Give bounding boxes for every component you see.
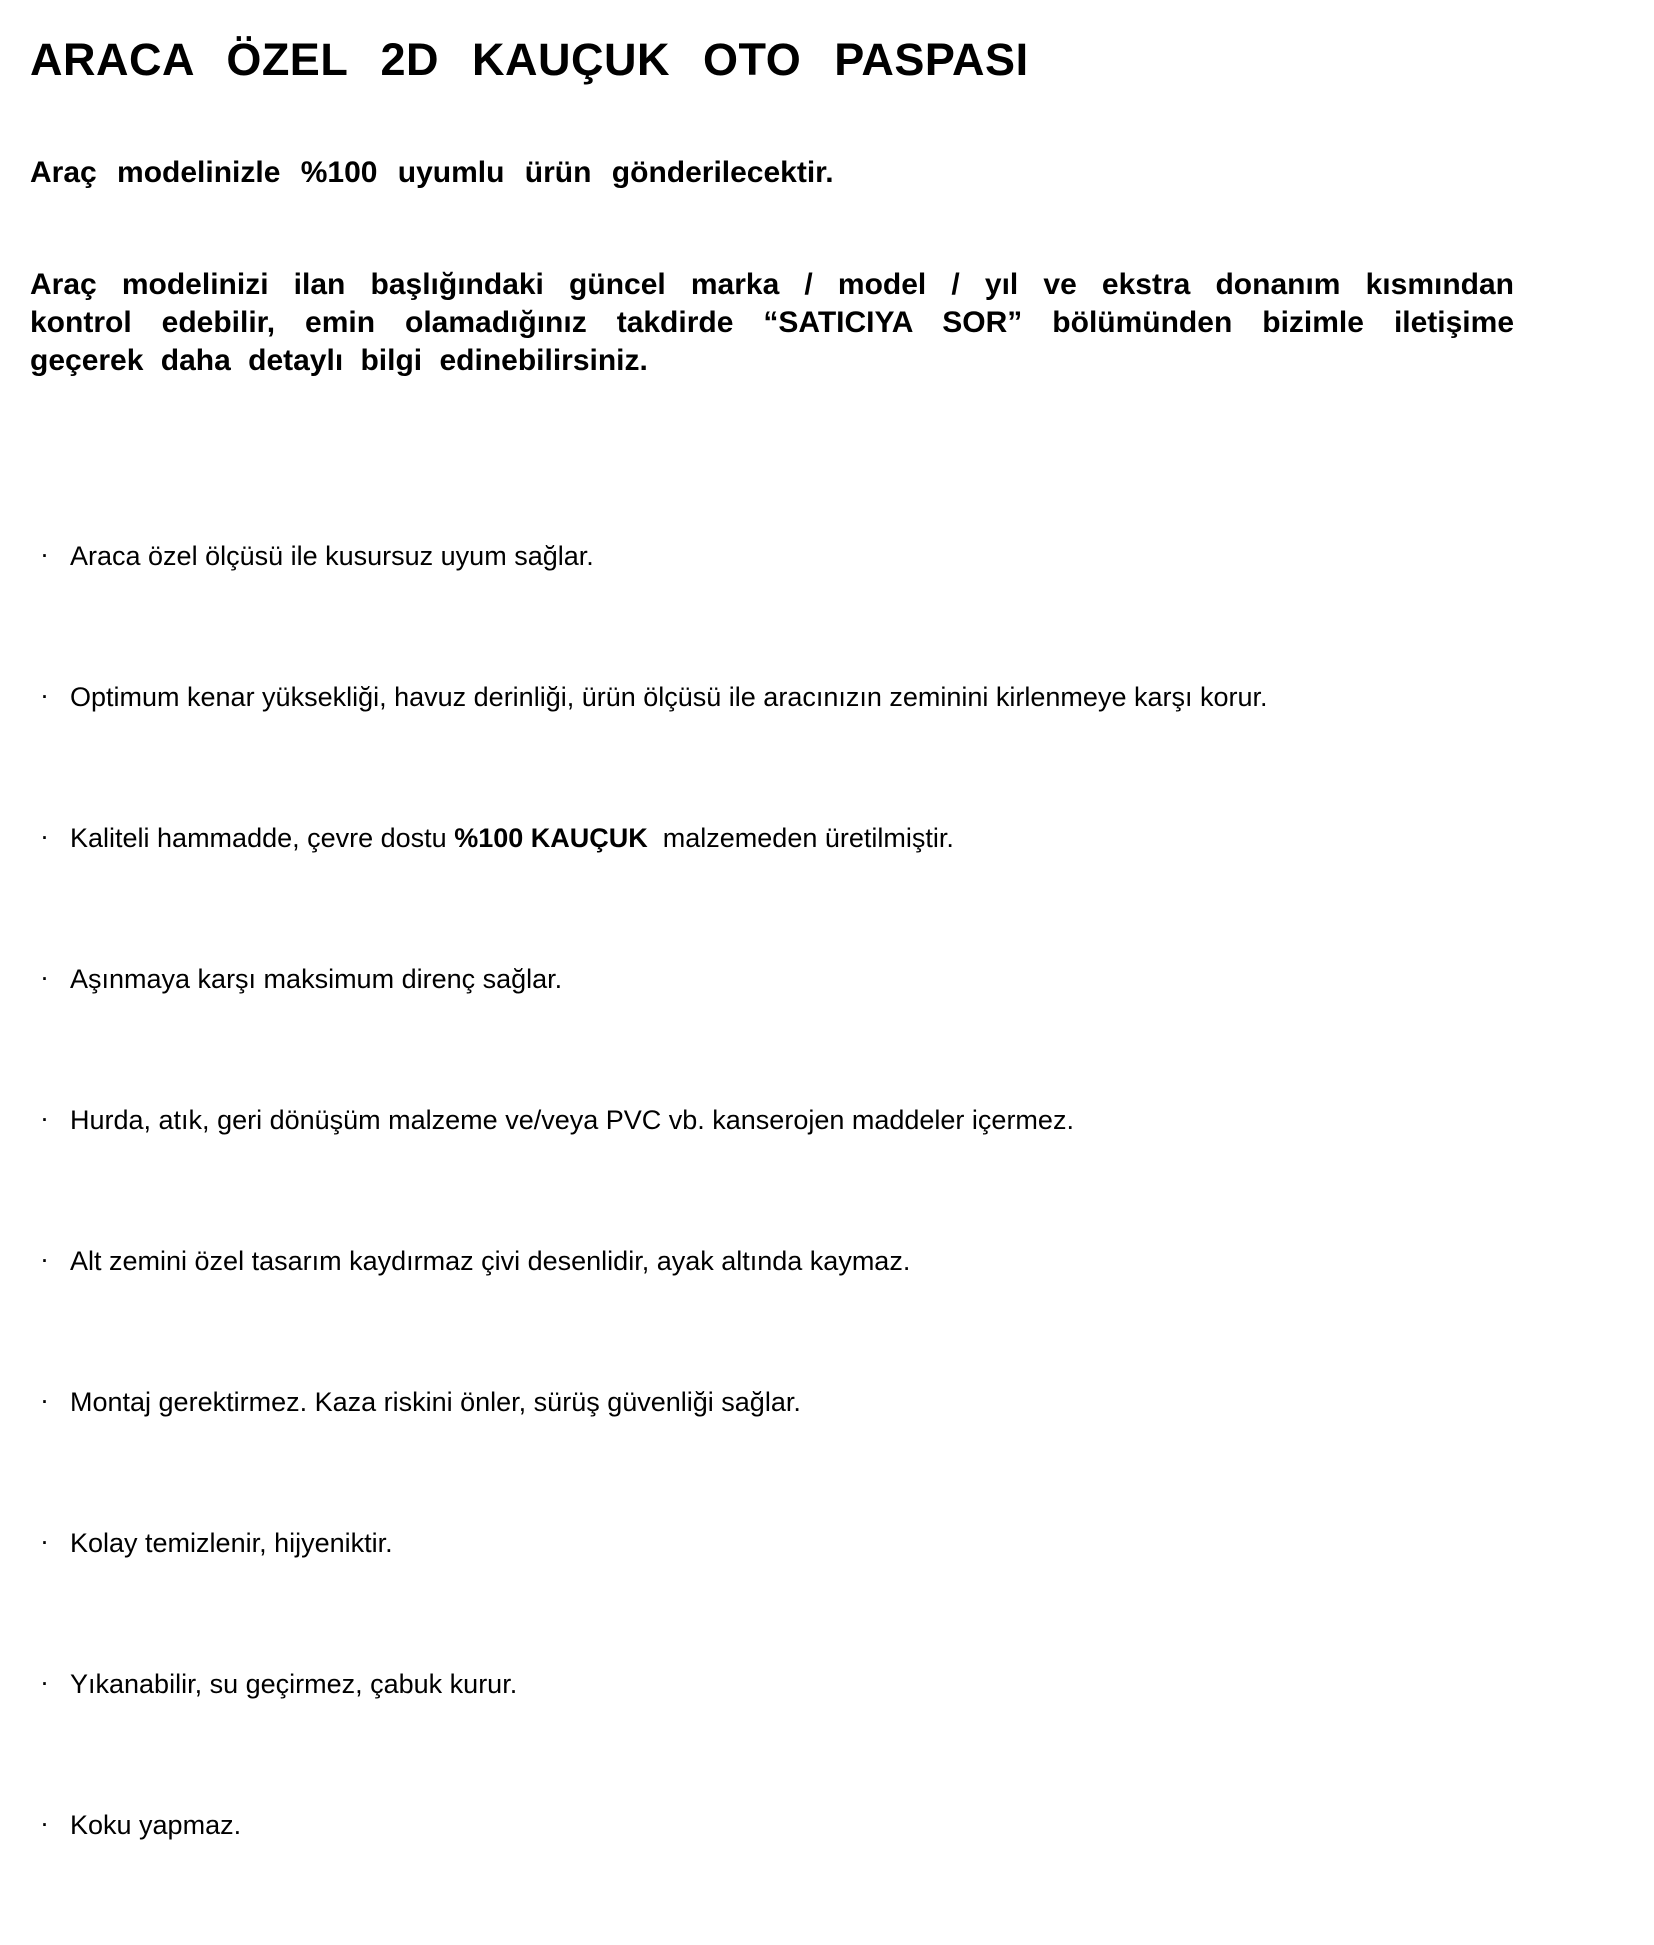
bullet-marker-icon: ·: [40, 1244, 49, 1274]
bullet-text-segment: Alt zemini özel tasarım kaydırmaz çivi desenlidir, ayak altında kaymaz.: [70, 1246, 911, 1276]
bullet-text-segment: Yıkanabilir, su geçirmez, çabuk kurur.: [70, 1669, 518, 1699]
bullet-marker-icon: ·: [40, 1526, 49, 1556]
bullet-text-bold-segment: %100 KAUÇUK: [454, 823, 648, 853]
list-item: [30, 1666, 1514, 1702]
bullet-text: [70, 541, 594, 571]
list-item: [30, 1384, 1514, 1420]
page-title: ARACA ÖZEL 2D KAUÇUK OTO PASPASI: [30, 34, 1029, 85]
bullet-text: [70, 823, 954, 853]
bullet-text-segment: Koku yapmaz.: [70, 1810, 242, 1840]
list-item: [30, 1243, 1514, 1279]
bullet-text: [70, 1387, 801, 1417]
bullet-marker-icon: ·: [40, 539, 49, 569]
list-item: [30, 961, 1514, 997]
bullet-text: [70, 1246, 910, 1276]
bullet-marker-icon: ·: [40, 1385, 49, 1415]
bullet-text-segment: Kolay temizlenir, hijyeniktir.: [70, 1528, 393, 1558]
list-item: [30, 1807, 1514, 1843]
bullet-marker-icon: ·: [40, 962, 49, 992]
bullet-text: [70, 682, 1268, 712]
list-item: [30, 679, 1514, 715]
bullet-text-segment: Optimum kenar yüksekliği, havuz derinliği, ürün ölçüsü ile aracınızın zeminini kirlenmeye karşı korur.: [70, 682, 1268, 712]
bullet-marker-icon: ·: [40, 680, 49, 710]
intro-paragraph: Araç modelinizle %100 uyumlu ürün gönderilecektir.: [30, 156, 834, 189]
bullet-text: [70, 1669, 517, 1699]
bullet-text-segment: Kaliteli hammadde, çevre dostu: [70, 823, 455, 853]
bullet-list: [30, 538, 1514, 1843]
bullet-text: [70, 1105, 1074, 1135]
info-line: geçerek daha detaylı bilgi edinebilirsiniz.: [30, 344, 648, 377]
info-line: kontrol edebilir, emin olamadığınız takdirde “SATICIYA SOR” bölümünden bizimle iletişime: [30, 306, 1514, 339]
bullet-text-segment: Araca özel ölçüsü ile kusursuz uyum sağlar.: [70, 541, 594, 571]
list-item: [30, 538, 1514, 574]
list-item: [30, 1525, 1514, 1561]
list-item: [30, 820, 1514, 856]
bullet-text-segment: malzemeden üretilmiştir.: [647, 823, 954, 853]
bullet-text: [70, 1810, 241, 1840]
bullet-text: [70, 964, 562, 994]
bullet-marker-icon: ·: [40, 821, 49, 851]
info-line: Araç modelinizi ilan başlığındaki güncel marka / model / yıl ve ekstra donanım kısmından: [30, 268, 1514, 301]
bullet-text-segment: Hurda, atık, geri dönüşüm malzeme ve/veya PVC vb. kanserojen maddeler içermez.: [70, 1105, 1074, 1135]
bullet-text-segment: Aşınmaya karşı maksimum direnç sağlar.: [70, 964, 563, 994]
bullet-text-segment: Montaj gerektirmez. Kaza riskini önler, sürüş güvenliği sağlar.: [70, 1387, 801, 1417]
list-item: [30, 1102, 1514, 1138]
bullet-marker-icon: ·: [40, 1667, 49, 1697]
bullet-marker-icon: ·: [40, 1103, 49, 1133]
bullet-marker-icon: ·: [40, 1808, 49, 1838]
bullet-text: [70, 1528, 393, 1558]
info-paragraph: [30, 266, 1514, 380]
